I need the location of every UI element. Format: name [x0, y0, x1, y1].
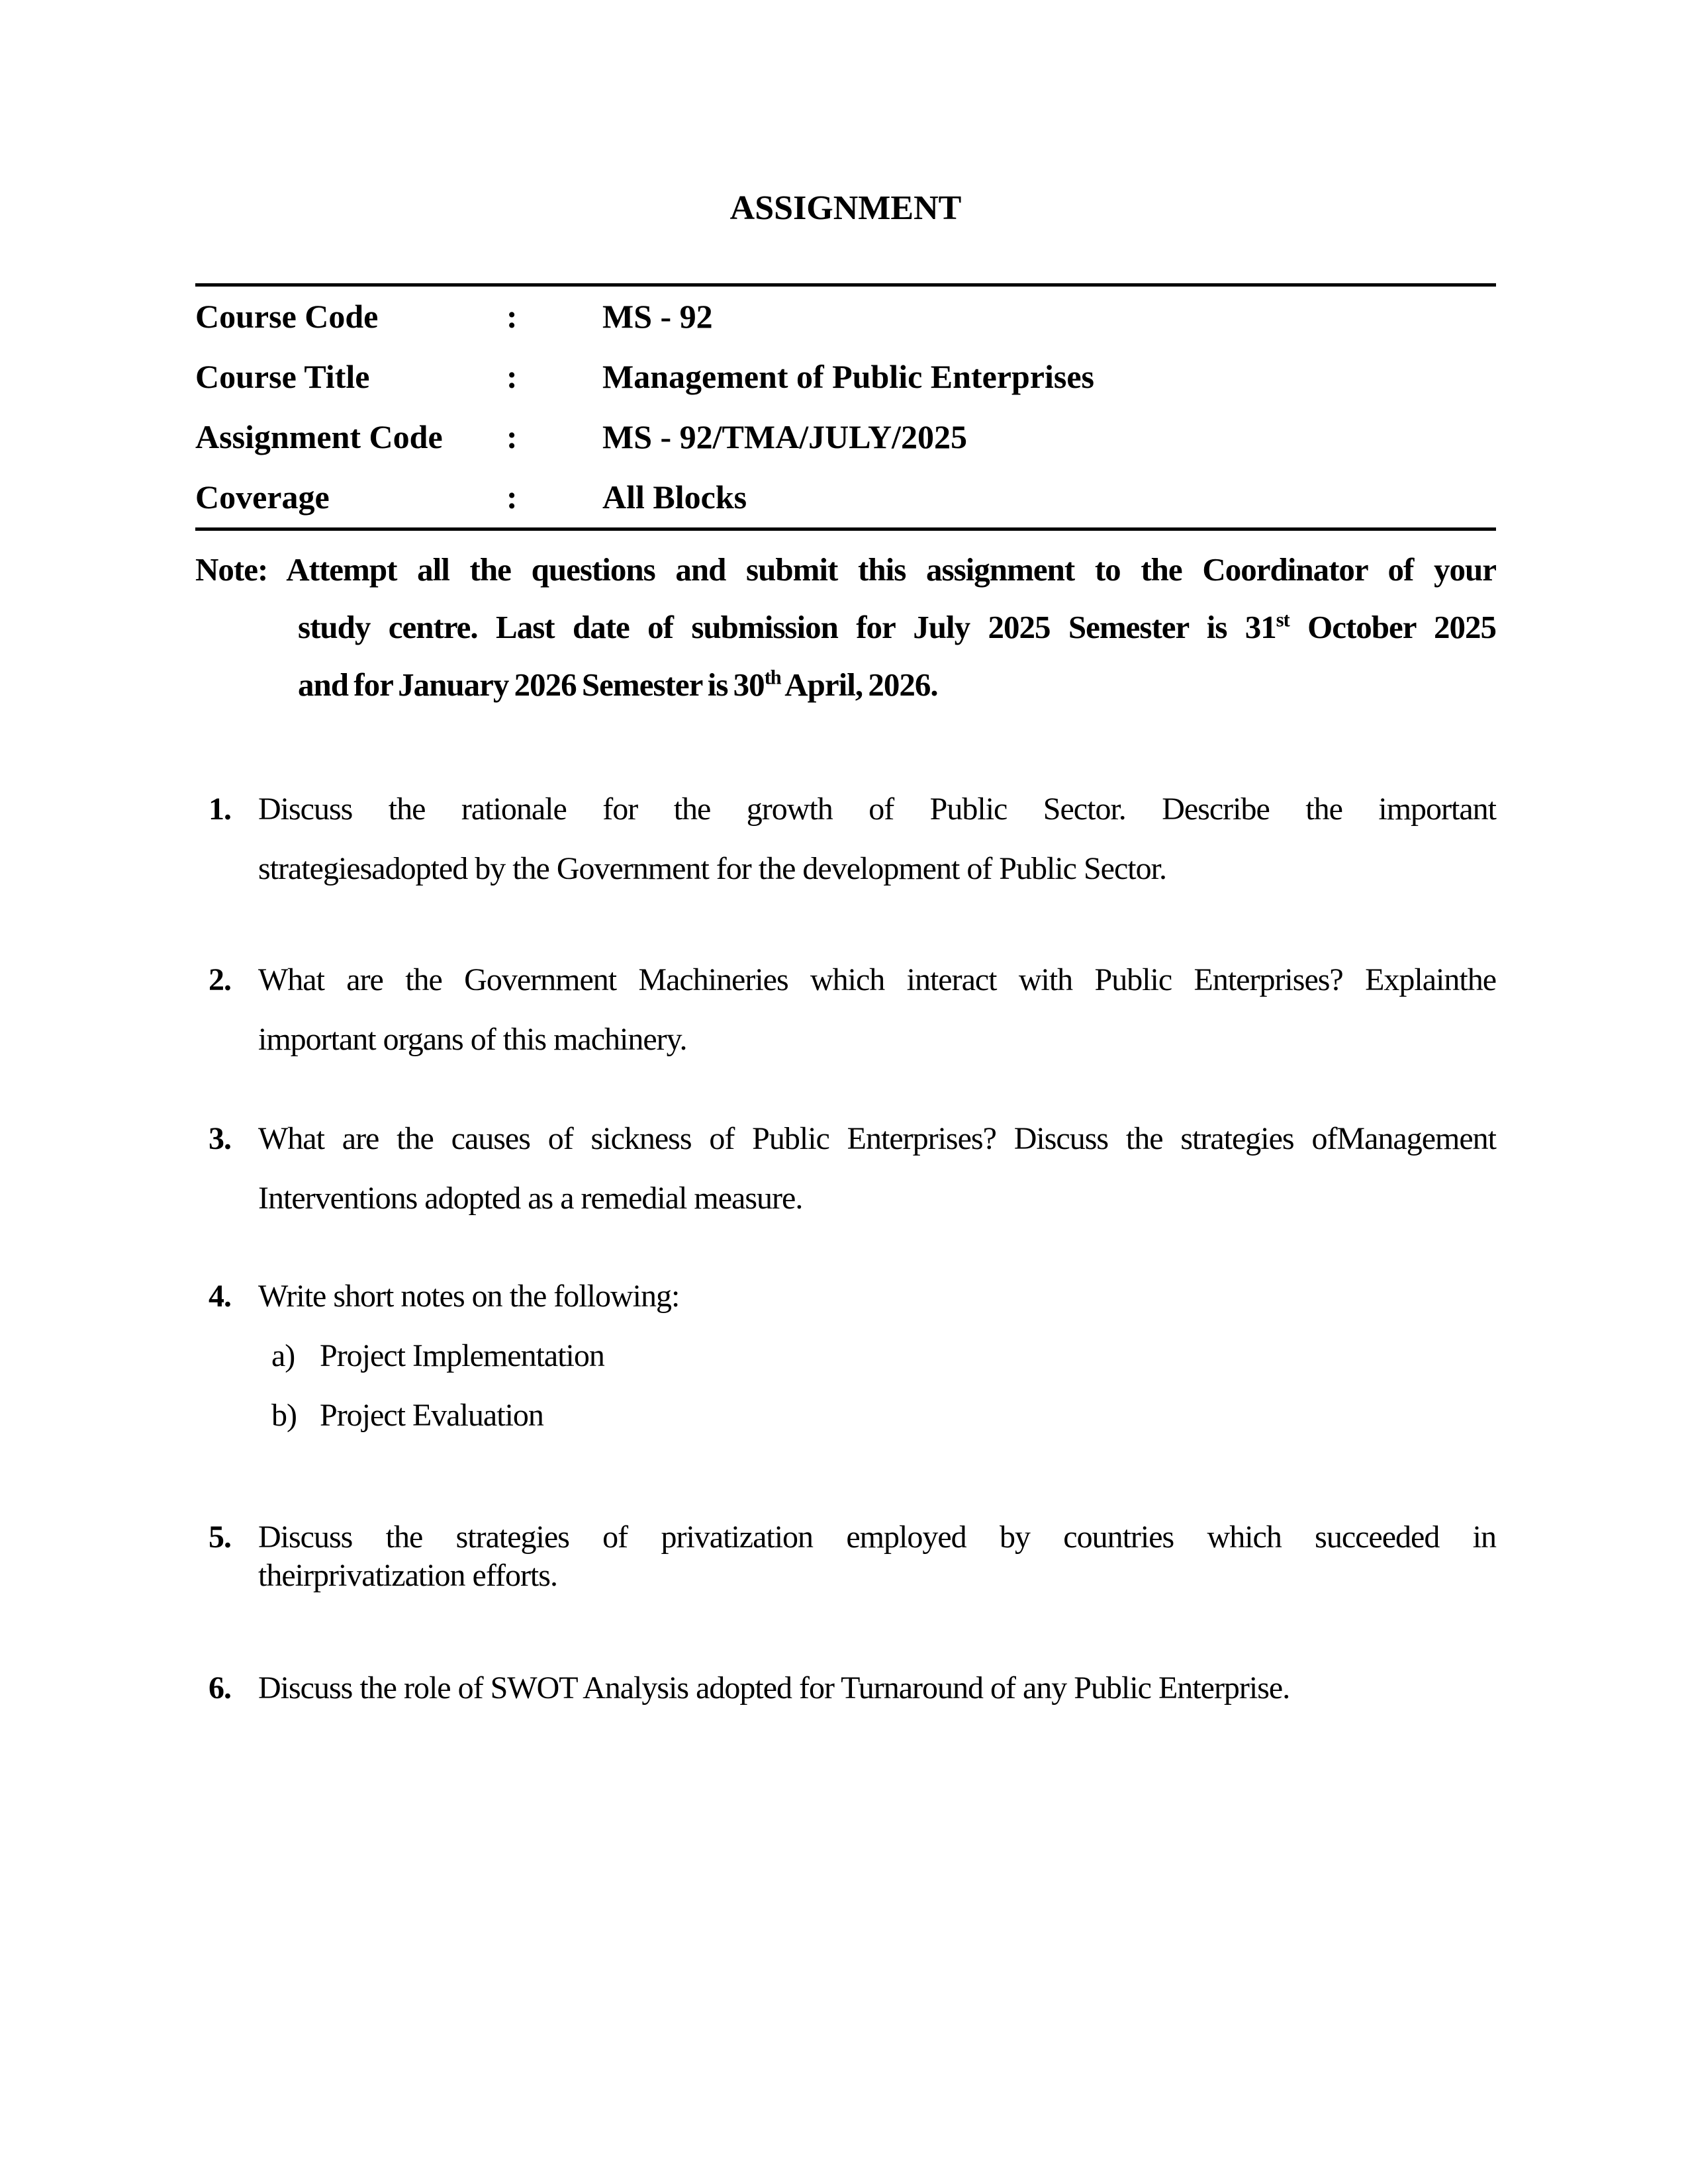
question-number: 1. — [209, 792, 231, 827]
question-line: Interventions adopted as a remedial measure. — [258, 1181, 803, 1216]
note-line-1-text: Attempt all the questions and submit this assignment to the Coordinator of your — [286, 551, 1497, 588]
row-label: Assignment Code — [195, 418, 443, 455]
table-row-course-code — [195, 287, 1496, 347]
question-item-2 — [195, 950, 1496, 1069]
question-number: 3. — [209, 1121, 231, 1156]
question-body — [258, 1267, 1496, 1445]
row-value: Management of Public Enterprises — [602, 358, 1094, 395]
row-label: Course Code — [195, 298, 379, 335]
sub-item-marker: b) — [271, 1398, 297, 1433]
row-colon: : — [506, 478, 518, 516]
question-item-6 — [195, 1659, 1496, 1718]
page-title: ASSIGNMENT — [729, 189, 962, 227]
question-item-5 — [195, 1518, 1496, 1595]
question-number: 6. — [209, 1670, 231, 1706]
course-info-table — [195, 283, 1496, 531]
question-item-4 — [195, 1267, 1496, 1445]
question-body — [258, 950, 1496, 1069]
page-content — [195, 189, 1496, 1718]
question-body — [258, 1518, 1496, 1595]
question-body — [258, 780, 1496, 899]
row-label: Coverage — [195, 478, 330, 516]
question-line: strategiesadopted by the Government for the development of Public Sector. — [258, 851, 1166, 886]
row-value: All Blocks — [602, 478, 747, 516]
table-row-assignment-code — [195, 407, 1496, 467]
sub-item-a — [271, 1326, 1496, 1386]
question-line: important organs of this machinery. — [258, 1022, 687, 1057]
table-row-coverage — [195, 467, 1496, 527]
note-line-2-text: study centre. Last date of submission for July 2025 Semester is 31 — [298, 609, 1276, 645]
question-line: theirprivatization efforts. — [258, 1558, 557, 1593]
sub-item-text: Project Implementation — [320, 1338, 604, 1373]
question-line: Discuss the rationale for the growth of Public Sector. Describe the important — [258, 792, 1496, 827]
note-line-3-text: and for January 2026 Semester is 30 — [298, 666, 765, 703]
note-line-2-tail: October 2025 — [1307, 609, 1497, 645]
ordinal-superscript: st — [1276, 608, 1289, 631]
note-line-3-tail: April, 2026. — [784, 666, 938, 703]
sub-item-text: Project Evaluation — [320, 1398, 543, 1433]
note-line-2 — [195, 598, 1496, 656]
question-number: 5. — [209, 1520, 231, 1555]
note-line-1 — [195, 541, 1496, 598]
questions-list — [195, 780, 1496, 1718]
question-number: 2. — [209, 962, 231, 997]
question-item-3 — [195, 1109, 1496, 1228]
ordinal-superscript: th — [764, 666, 781, 689]
question-body — [258, 1659, 1496, 1718]
row-value: MS - 92 — [602, 298, 713, 335]
row-colon: : — [506, 298, 518, 335]
note-paragraph — [195, 541, 1496, 713]
question-line: What are the Government Machineries which interact with Public Enterprises? Explainthe — [258, 962, 1496, 997]
note-label: Note: — [195, 551, 268, 588]
note-line-3 — [195, 656, 1496, 713]
row-value: MS - 92/TMA/JULY/2025 — [602, 418, 967, 455]
question-line: Write short notes on the following: — [258, 1279, 680, 1314]
question-line: Discuss the role of SWOT Analysis adopted for Turnaround of any Public Enterprise. — [258, 1670, 1290, 1706]
row-colon: : — [506, 358, 518, 395]
question-line: Discuss the strategies of privatization employed by countries which succeeded in — [258, 1520, 1496, 1555]
question-line: What are the causes of sickness of Public Enterprises? Discuss the strategies ofManagement — [258, 1121, 1496, 1156]
question-item-1 — [195, 780, 1496, 899]
sub-item-marker: a) — [271, 1338, 295, 1373]
row-colon: : — [506, 418, 518, 455]
question-number: 4. — [209, 1279, 231, 1314]
sub-item-b — [271, 1386, 1496, 1445]
table-row-course-title — [195, 347, 1496, 407]
question-body — [258, 1109, 1496, 1228]
row-label: Course Title — [195, 358, 370, 395]
